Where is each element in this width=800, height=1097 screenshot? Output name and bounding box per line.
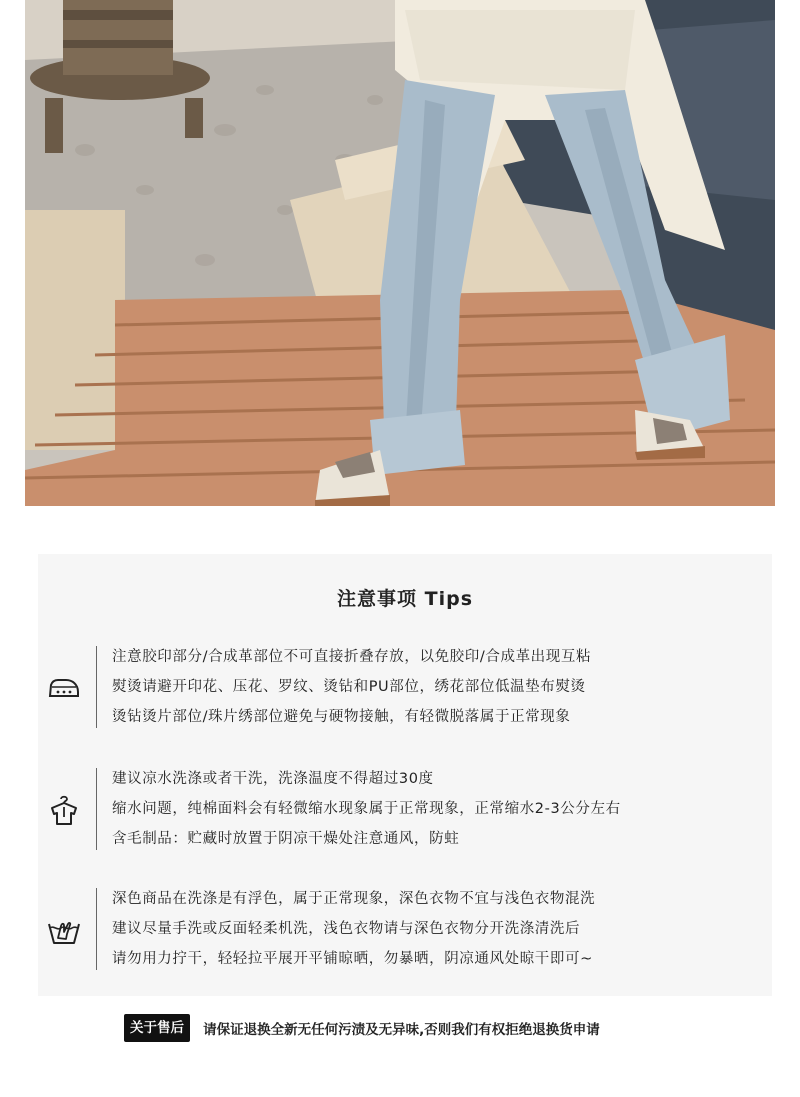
tip-line: 含毛制品：贮藏时放置于阴凉干燥处注意通风，防蛀 (112, 831, 460, 847)
hanging-shirt-icon (46, 792, 82, 828)
tip-text (112, 642, 762, 732)
tip-line: 建议凉水洗涤或者干洗，洗涤温度不得超过30度 (112, 771, 434, 787)
tips-title: 注意事项 Tips (337, 588, 473, 610)
tip-text (112, 884, 762, 974)
tip-line: 烫钻烫片部位/珠片绣部位避免与硬物接触，有轻微脱落属于正常现象 (112, 709, 571, 725)
tip-line: 深色商品在洗涤是有浮色，属于正常现象，深色衣物不宜与浅色衣物混洗 (112, 891, 596, 907)
tip-line: 缩水问题，纯棉面料会有轻微缩水现象属于正常现象，正常缩水2-3公分左右 (112, 801, 621, 817)
tip-divider (96, 646, 97, 728)
tip-line: 注意胶印部分/合成革部位不可直接折叠存放，以免胶印/合成革出现互粘 (112, 649, 592, 665)
tip-divider (96, 888, 97, 970)
tip-text (112, 764, 762, 854)
tips-card (38, 554, 772, 996)
tip-line: 请勿用力拧干，轻轻拉平展开平铺晾晒，勿暴晒，阴凉通风处晾干即可~ (112, 951, 593, 967)
tip-line: 建议尽量手洗或反面轻柔机洗，浅色衣物请与深色衣物分开洗涤清洗后 (112, 921, 581, 937)
after-sales-badge: 关于售后 (124, 1014, 190, 1042)
photo-illustration (25, 0, 775, 506)
tip-divider (96, 768, 97, 850)
after-sales-text: 请保证退换全新无任何污渍及无异味,否则我们有权拒绝退换货申请 (203, 1022, 600, 1038)
hand-wash-icon (46, 912, 82, 948)
iron-icon (46, 670, 82, 706)
after-sales-notice (124, 1014, 600, 1044)
tip-line: 熨烫请避开印花、压花、罗纹、烫钻和PU部位，绣花部位低温垫布熨烫 (112, 679, 586, 695)
product-photo (25, 0, 775, 506)
